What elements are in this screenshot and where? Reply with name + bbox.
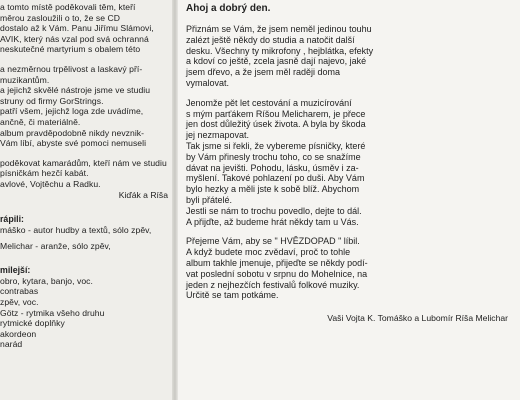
text-line: AVIK, který nás vzal pod svá ochranná bbox=[0, 33, 149, 44]
right-page bbox=[178, 0, 520, 400]
credit-line: akordeon bbox=[0, 328, 37, 339]
text-line: vymalovat. bbox=[186, 77, 230, 88]
credit-line: obro, kytara, banjo, voc. bbox=[0, 275, 93, 286]
text-line: struny od firmy GorStrings. bbox=[0, 95, 104, 106]
text-line: měrou zasloužili o to, že se CD bbox=[0, 12, 120, 23]
text-line: poděkovat kamarádům, kteří nám ve studiu bbox=[0, 157, 167, 168]
text-line: zalézt ještě někdy do studia a natočit další bbox=[186, 34, 355, 45]
text-line: dostalo až k Vám. Panu Jiřímu Slámovi, bbox=[0, 23, 154, 34]
greeting-title: Ahoj a dobrý den. bbox=[186, 3, 271, 14]
left-para-thanks-2 bbox=[0, 64, 172, 149]
text-line: jen dost důležitý úsek života. A byla by škoda bbox=[186, 119, 366, 130]
text-line: by Vám přinesly trochu toho, co se snažíme bbox=[186, 151, 361, 162]
text-line: Určitě se tam potkáme. bbox=[186, 290, 279, 301]
credit-line: Melichar - aranže, sólo zpěv, bbox=[0, 241, 111, 252]
section-title-performers: rápili: bbox=[0, 214, 24, 225]
text-line: vat poslední sobotu v srpnu do Mohelnice, na bbox=[186, 268, 368, 279]
text-line: A přijďte, až budeme hrát někdy tam u Vás. bbox=[186, 216, 359, 227]
text-line: a tomto místě poděkovali těm, kteří bbox=[0, 2, 136, 12]
text-line: desku. Všechny ty mikrofony , hejblátka, efekty bbox=[186, 45, 374, 56]
text-line: dávat na jevišti. Pohodu, lásku, úsměv i za- bbox=[186, 162, 359, 173]
section-title-guests: milejší: bbox=[0, 265, 31, 276]
text-line: bylo hezky a měli jste k sobě blíž. Abychom bbox=[186, 184, 360, 195]
left-para-thanks-1 bbox=[0, 2, 172, 55]
text-line: Jestli se nám to trochu povedlo, dejte to dál. bbox=[186, 205, 362, 216]
credit-line: zpěv, voc. bbox=[0, 297, 39, 308]
text-line: myšlení. Takové pohlazení po duši. Aby Vám bbox=[186, 173, 365, 184]
credit-line: narád bbox=[0, 339, 23, 350]
text-line: Tak jsme si řekli, že vybereme písničky, které bbox=[186, 140, 366, 151]
text-line: byli přátelé. bbox=[186, 194, 233, 205]
text-line: a jejichž skvělé nástroje jsme ve studiu bbox=[0, 85, 151, 96]
text-line: a kdoví co ještě, zcela jasně dají najevo, jaké bbox=[186, 56, 367, 67]
text-line: A když budete moc zvědaví, proč to tohle bbox=[186, 247, 351, 258]
credit-line: Götz - rytmika všeho druhu bbox=[0, 307, 105, 318]
text-line: ančně, či materiálně. bbox=[0, 116, 81, 127]
right-para-1 bbox=[186, 24, 514, 89]
text-line: neskutečné martyrium s obalem této bbox=[0, 44, 141, 55]
right-signature: Vaši Vojta K. Tomáško a Lubomír Ríša Melichar bbox=[327, 313, 508, 324]
text-line: avlové, Vojtěchu a Radku. bbox=[0, 178, 101, 189]
text-line: s mým parťákem Ríšou Melicharem, je přece bbox=[186, 108, 366, 119]
text-line: jeden z nejhezčích festivalů folkové muziky. bbox=[186, 279, 360, 290]
text-line: muzikantům. bbox=[0, 74, 50, 85]
left-signature: Kiďák a Ríša bbox=[118, 189, 168, 200]
text-line: album pravděpodobně nikdy nevznik- bbox=[0, 127, 145, 138]
right-para-3 bbox=[186, 236, 514, 301]
credit-line: contrabas bbox=[0, 286, 39, 297]
text-line: patří všem, jejichž loga zde uvádíme, bbox=[0, 106, 144, 117]
text-line: Vám líbí, abyste své pomoci nemuseli bbox=[0, 138, 147, 149]
right-para-2 bbox=[186, 98, 514, 228]
credit-line: rytmické doplňky bbox=[0, 318, 65, 329]
text-line: Přiznám se Vám, že jsem neměl jedinou touhu bbox=[186, 24, 372, 34]
text-line: Přejeme Vám, aby se " HVĚZDOPAD " líbil. bbox=[186, 236, 360, 247]
left-para-thanks-3 bbox=[0, 158, 172, 190]
text-line: jej nezmapovat. bbox=[186, 130, 250, 141]
text-line: a nezměrnou trpělivost a laskavý pří- bbox=[0, 63, 143, 74]
text-line: jsem dřevo, a že jsem měl raději doma bbox=[186, 67, 341, 78]
credit-line: máško - autor hudby a textů, sólo zpěv, bbox=[0, 224, 152, 235]
text-line: písničkám hezčí kabát. bbox=[0, 168, 89, 179]
left-page bbox=[0, 0, 172, 400]
text-line: Jenomže pět let cestování a muzicírování bbox=[186, 97, 352, 108]
text-line: album takhle jmenuje, přijeďte se někdy podí- bbox=[186, 257, 368, 268]
